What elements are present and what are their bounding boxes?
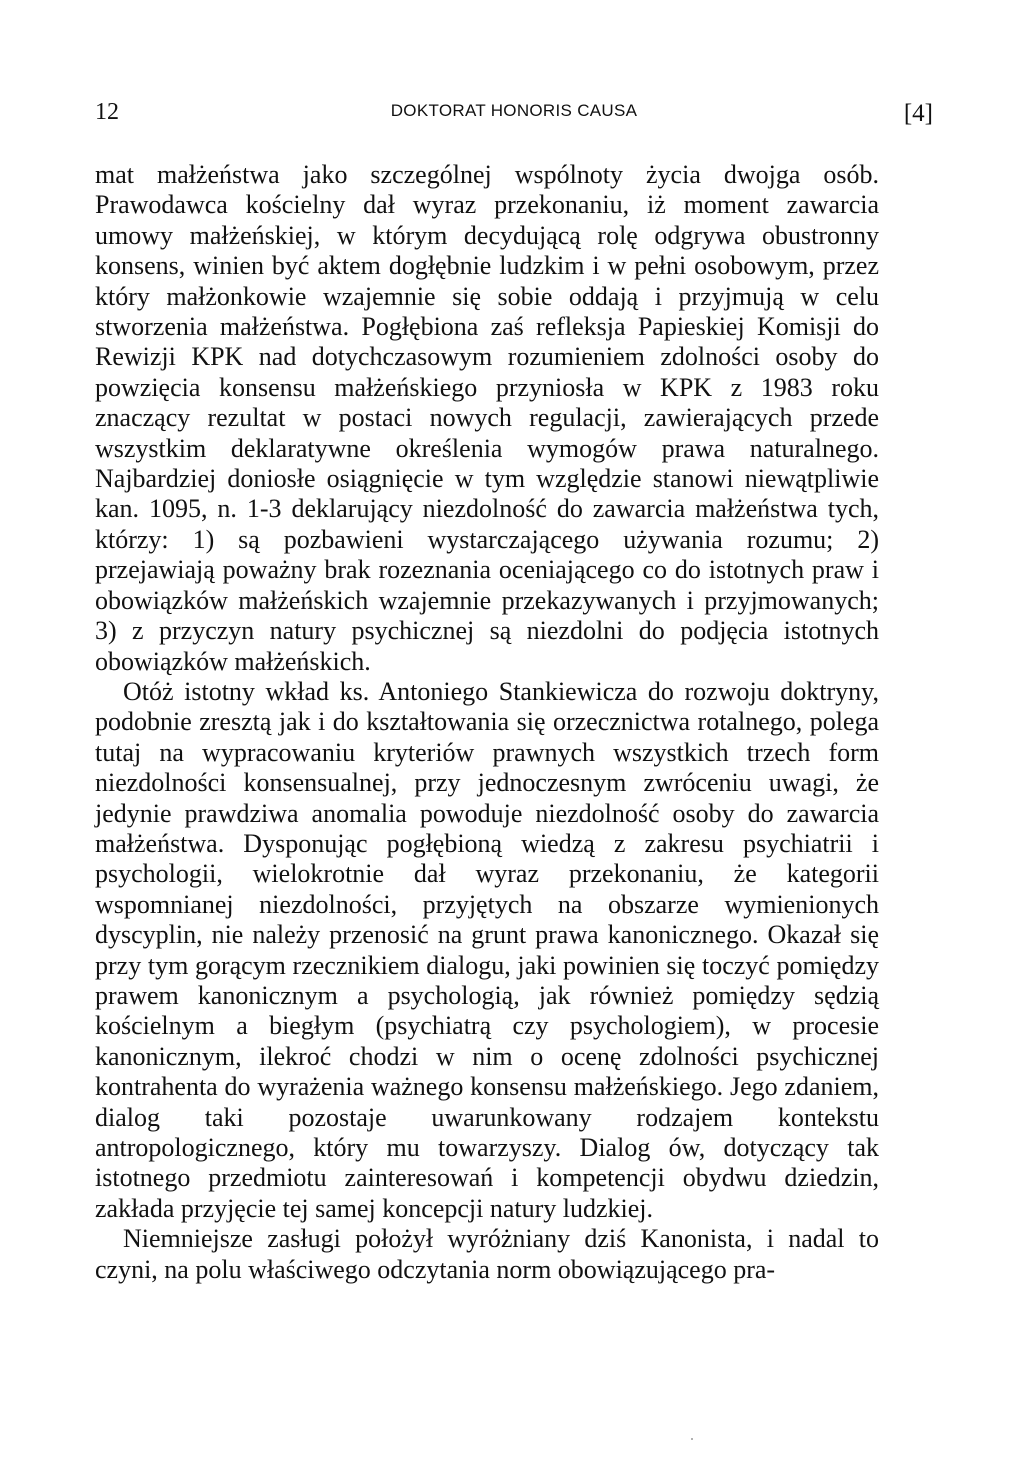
paragraph-contribution: Otóż istotny wkład ks. Antoniego Stankiewicza do rozwoju doktryny, podobnie zresztą jak i do kształtowania się orzecznictwa rotalnego, polega tutaj na wypracowaniu kryteriów prawnych wszystkich trzech form niezdolności konsensualnej, przy jednoczesnym zwróceniu uwagi, że jedynie prawdziwa anomalia powoduje niezdolność osoby do zawarcia małżeństwa. Dysponując pogłębioną wiedzą z zakresu psychiatrii i psychologii, wielokrotnie dał wyraz przekonaniu, że kategorii wspomnianej niezdolności, przyjętych na obszarze wymienionych dyscyplin, nie należy przenosić na grunt prawa kanonicznego. Okazał się przy tym gorącym rzecznikiem dialogu, jaki powinien się toczyć pomiędzy prawem kanonicznym a psychologią, jak również pomiędzy sędzią kościelnym a biegłym (psychiatrą czy psychologiem), w procesie kanonicznym, ilekroć chodzi w nim o ocenę zdolności psychicznej kontrahenta do wyrażenia ważnego konsensu małżeńskiego. Jego zdaniem, dialog taki pozostaje uwarunkowany rodzajem kontekstu antropologicznego, który mu towarzyszy. Dialog ów, dotyczący tak istotnego przedmiotu zainteresowań i kompetencji obydwu dziedzin, zakłada przyjęcie tej samej koncepcji natury ludzkiej. — [95, 676, 879, 1223]
body-text — [95, 160, 879, 1285]
running-header — [95, 97, 933, 131]
scan-speck — [691, 1438, 693, 1440]
paragraph-continuation: mat małżeństwa jako szczególnej wspólnoty życia dwojga osób. Prawodawca kościelny dał wyraz przekonaniu, iż moment zawarcia umowy małżeńskiej, w którym decydującą rolę odgrywa obustronny konsens, winien być aktem dogłębnie ludzkim i w pełni osobowym, przez który małżonkowie wzajemnie się sobie oddają i przyjmują w celu stworzenia małżeństwa. Pogłębiona zaś refleksja Papieskiej Komisji do Rewizji KPK nad dotychczasowym rozumieniem zdolności osoby do powzięcia konsensu małżeńskiego przyniosła w KPK z 1983 roku znaczący rezultat w postaci nowych regulacji, zawierających przede wszystkim deklaratywne określenia wymogów prawa naturalnego. Najbardziej doniosłe osiągnięcie w tym względzie stanowi niewątpliwie kan. 1095, n. 1-3 deklarujący niezdolność do zawarcia małżeństwa tych, którzy: 1) są pozbawieni wystarczającego używania rozumu; 2) przejawiają poważny brak rozeznania oceniającego co do istotnych praw i obowiązków małżeńskich wzajemnie przekazywanych i przyjmowanych; 3) z przyczyn natury psychicznej są niezdolni do podjęcia istotnych obowiązków małżeńskich. — [95, 160, 879, 676]
paragraph-further-merits: Niemniejsze zasługi położył wyróżniany dziś Kanonista, i nadal to czyni, na polu właściwego odczytania norm obowiązującego pra- — [95, 1224, 879, 1284]
running-title: DOKTORAT HONORIS CAUSA — [390, 101, 638, 120]
page-number: 12 — [95, 99, 119, 125]
section-number: [4] — [903, 100, 933, 127]
